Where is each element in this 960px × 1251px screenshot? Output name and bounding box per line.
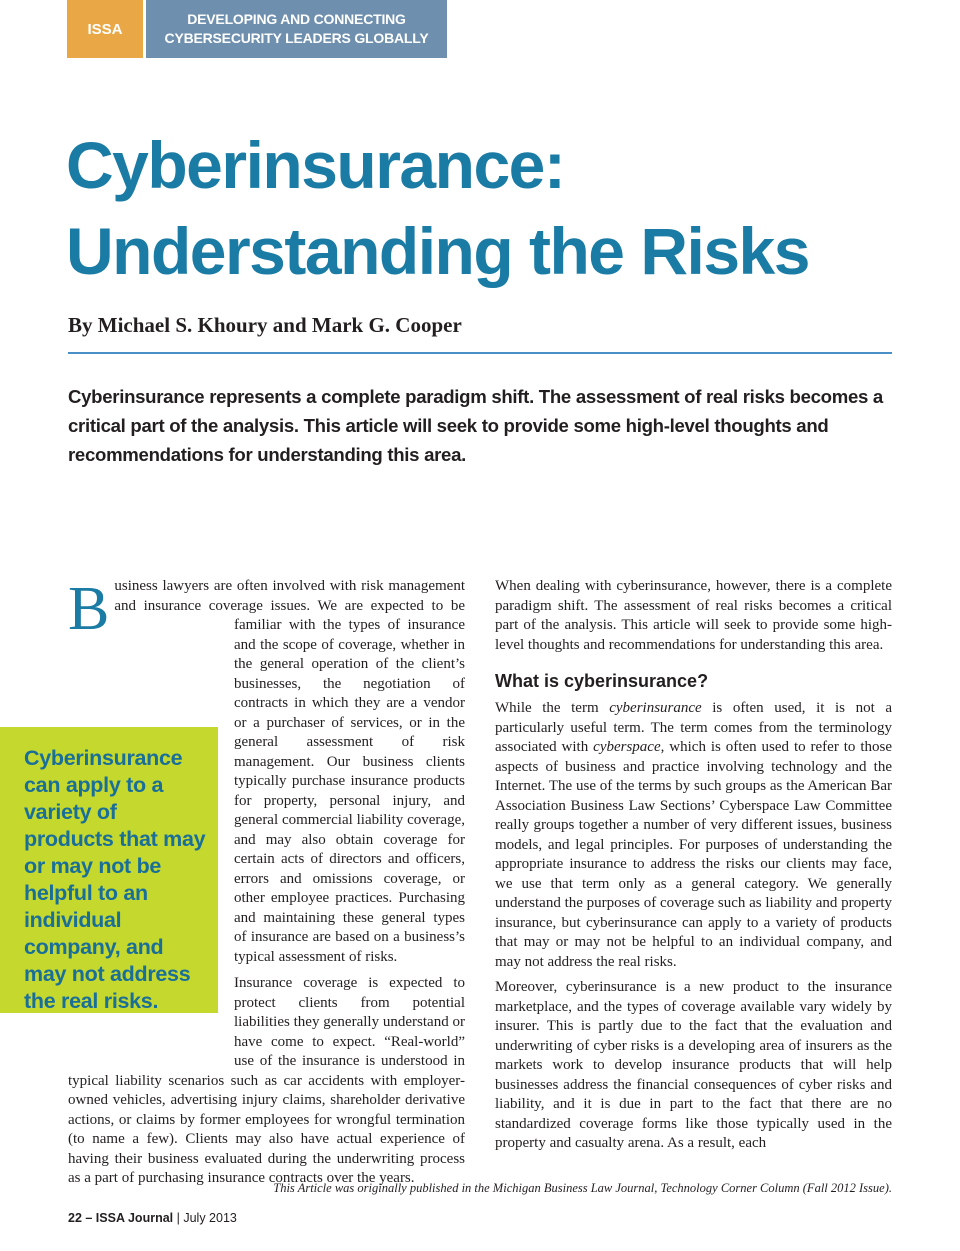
page-number-label: 22 – ISSA Journal (68, 1211, 174, 1225)
drop-cap: B (68, 575, 110, 643)
body-paragraph: When dealing with cyberinsurance, however, there is a complete paradigm shift. The assessment of real risks becomes a critical part of the analysis. This article will seek to provide some high-level thoughts and recommendations for understanding this area. (495, 578, 892, 653)
term-cyberspace: cyberspace (593, 739, 661, 755)
right-column (495, 577, 892, 1154)
body-paragraph: usiness lawyers are often involved with risk management and insurance coverage issues. We are expected to be familiar with the types of insurance and the scope of coverage, whether in the general operation of the client’s businesses, the negotiation of contracts in which they are a vendor or a purchaser of services, or in the general assessment of risk management. Our business clients typically purchase insurance products for property, personal injury, and general commercial liability coverage, and may also obtain coverage for certain acts of directors and officers, errors and omissions coverage, or other employee practices. Purchasing and maintaining these general types of insurance are based on a business’s typical assessment of risks. (114, 578, 465, 965)
term-cyberinsurance: cyberinsurance (609, 700, 702, 716)
title-line-2: Understanding the Risks (66, 214, 809, 288)
footer-separator: | (173, 1211, 184, 1225)
issue-date: July 2013 (183, 1211, 237, 1225)
article-title (66, 122, 809, 294)
body-paragraph: While the term cyberinsurance is often used, it is not a particularly useful term. The term comes from the terminology associated with cyberspace, which is often used to refer to those aspects of business and practice involving technology and the Internet. The use of the terms by such groups as the American Bar Association Business Law Sections’ Cyberspace Law Committee really groups together a number of very different issues, business models, and legal principles. For purposes of understanding the appropriate insurance to address the risks our clients may face, we use that term only as a general category. We generally understand the purposes of coverage such as liability and property insurance, but cyberinsurance can apply to a variety of products that may or may not be helpful to an individual company, and may not address the real risks. (495, 700, 893, 970)
tagline-banner (146, 0, 447, 58)
byline: By Michael S. Khoury and Mark G. Cooper (68, 313, 462, 337)
pull-quote (0, 727, 218, 1013)
issa-tag-label: ISSA (87, 20, 123, 38)
tagline-line-1: DEVELOPING AND CONNECTING (187, 11, 406, 27)
pull-quote-text: Cyberinsurance can apply to a variety of products that may or may not be helpful to an individual company, and may not address the real risks. (24, 746, 206, 1013)
body-paragraph: Insurance coverage is expected to protect clients from potential liabilities they generally understand or have come to expect. “Real-world” use of the insurance is understood in typical liability scenarios such as car accidents with employer-owned vehicles, advertising injury claims, shareholder derivative actions, or claims by former employees for wrongful termination (to name a few). Clients may also have actual experience of having their business evaluated during the underwriting process as a part of purchasing insurance contracts over the years. (68, 975, 465, 1186)
source-footnote: This Article was originally published in the Michigan Business Law Journal, Technology Corner Column (Fall 2012 Issue). (273, 1181, 892, 1195)
tagline-line-2: CYBERSECURITY LEADERS GLOBALLY (164, 30, 429, 46)
article-deck: Cyberinsurance represents a complete paradigm shift. The assessment of real risks becomes a critical part of the analysis. This article will seek to provide some high-level thoughts and recommendations for understanding this area. (68, 386, 883, 465)
title-line-1: Cyberinsurance: (66, 128, 565, 202)
body-paragraph: Moreover, cyberinsurance is a new product to the insurance marketplace, and the types of coverage available vary widely by insurer. This is partly due to the fact that the evaluation and underwriting of cyber risks is a developing area of insurers as the markets work to develop insurance products that will help businesses address the financial consequences of cyber risks and liability, and it is due in part to the fact that there are no standardized coverage forms like those typically used in the property and casualty arena. As a result, each (495, 979, 892, 1151)
page-footer (68, 1211, 237, 1225)
section-heading: What is cyberinsurance? (495, 671, 709, 691)
issa-tag (67, 0, 143, 58)
title-divider (68, 352, 892, 354)
